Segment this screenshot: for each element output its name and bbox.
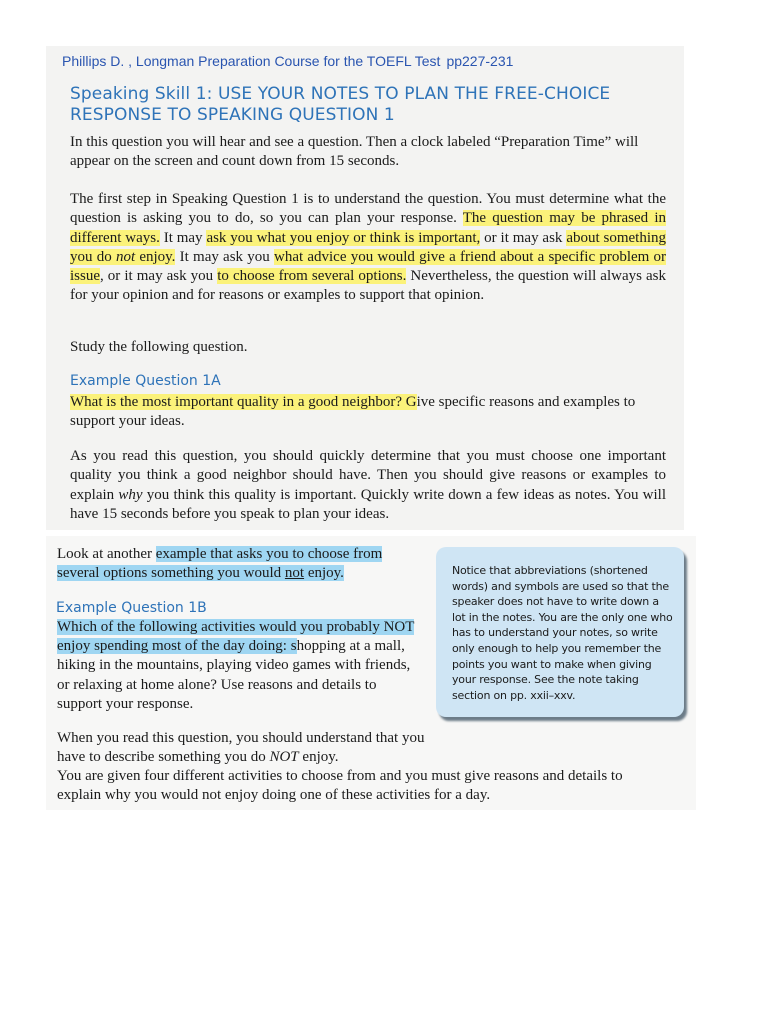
highlight-not-enjoy-em: not bbox=[115, 248, 136, 265]
highlight-phrased: The question may be phrased in different ways. bbox=[70, 210, 666, 246]
another-highlight-a: example that asks you to choose from several options something you would bbox=[57, 546, 383, 582]
section-title-line1: Speaking Skill 1: USE YOUR NOTES TO PLAN THE FREE-CHOICE bbox=[70, 84, 611, 104]
example-1a-heading: Example Question 1A bbox=[70, 373, 221, 389]
example-1b-highlight: Which of the following activities would you probably NOT enjoy spending most of the day doing: s bbox=[57, 619, 415, 655]
analysis-1b-paragraph bbox=[57, 729, 427, 767]
first-step-text-4: It may ask you bbox=[175, 248, 274, 265]
citation-pages: pp227-231 bbox=[446, 53, 514, 69]
note-box-text: Notice that abbreviations (shortened words) and symbols are used so that the speaker does not have to write down a lot in the notes. You are the only one who has to understand your notes, so write only enough to help you remember the points you want to make when giving your response. See the note taking section on pp. xxii–xxv. bbox=[452, 564, 673, 702]
highlight-options: to choose from several options. bbox=[217, 268, 407, 285]
first-step-text-6: Nevertheless, the question will always ask for your opinion and for reasons or examples to support that opinion. bbox=[70, 268, 667, 304]
example-1b-heading: Example Question 1B bbox=[56, 600, 207, 616]
first-step-text-1: The first step in Speaking Question 1 is to understand the question. You must determine what the question is asking you to do, so you can plan your response. bbox=[70, 191, 666, 227]
example-1b-question bbox=[57, 618, 423, 714]
analysis-1a-text-2: you think this quality is important. Quickly write down a few ideas as notes. You will have 15 seconds before you speak to plan your ideas. bbox=[70, 486, 666, 522]
another-text: Look at another bbox=[57, 546, 156, 562]
first-step-text-2: It may bbox=[159, 229, 207, 246]
analysis-1b-continuation: You are given four different activities to choose from and you must give reasons and details to explain why you would not enjoy doing one of these activities for a day. bbox=[57, 768, 623, 804]
another-highlight-c: enjoy. bbox=[304, 565, 344, 582]
first-step-paragraph bbox=[70, 190, 666, 306]
first-step-text-5: , or it may ask you bbox=[100, 268, 218, 285]
analysis-1b-text-1: When you read this question, you should understand that you have to describe something you do bbox=[57, 730, 425, 766]
intro-paragraph: In this question you will hear and see a question. Then a clock labeled “Preparation Time” will appear on the screen and count down from 15 seconds. bbox=[70, 134, 639, 170]
analysis-1a-text-1: As you read this question, you should quickly determine that you must choose one important quality you think a good neighbor should have. Then you should give reasons or examples to explain bbox=[70, 448, 666, 503]
section-title-line2: RESPONSE TO SPEAKING QUESTION 1 bbox=[70, 105, 395, 125]
highlight-advice: what advice you would give a friend about a specific problem or issue bbox=[70, 248, 667, 285]
study-line: Study the following question. bbox=[70, 339, 248, 355]
example-1a-rest: ive specific reasons and examples to support your ideas. bbox=[70, 394, 636, 430]
another-highlight-not: not bbox=[284, 565, 305, 582]
analysis-1a-paragraph bbox=[70, 447, 666, 524]
analysis-1b-em: NOT bbox=[269, 749, 299, 766]
example-1a-highlight: What is the most important quality in a good neighbor? G bbox=[70, 394, 417, 410]
analysis-1a-em: why bbox=[118, 486, 143, 503]
highlight-not-enjoy-a: about something you do bbox=[70, 229, 667, 265]
highlight-enjoy-important: ask you what you enjoy or think is important, bbox=[206, 229, 481, 246]
first-step-text-3: or it may ask bbox=[480, 229, 567, 246]
citation-text: Phillips D. , Longman Preparation Course for the TOEFL Test bbox=[62, 53, 441, 69]
section-title bbox=[70, 84, 630, 126]
citation-header bbox=[62, 53, 513, 69]
another-example-paragraph bbox=[57, 545, 423, 583]
analysis-1b-text-2: enjoy. bbox=[298, 749, 339, 766]
example-1b-rest: hopping at a mall, hiking in the mountains, playing video games with friends, or relaxing at home alone? Use reasons and details to support your response. bbox=[57, 638, 411, 712]
example-1a-question bbox=[70, 393, 666, 432]
highlight-not-enjoy-c: enjoy. bbox=[135, 248, 176, 265]
